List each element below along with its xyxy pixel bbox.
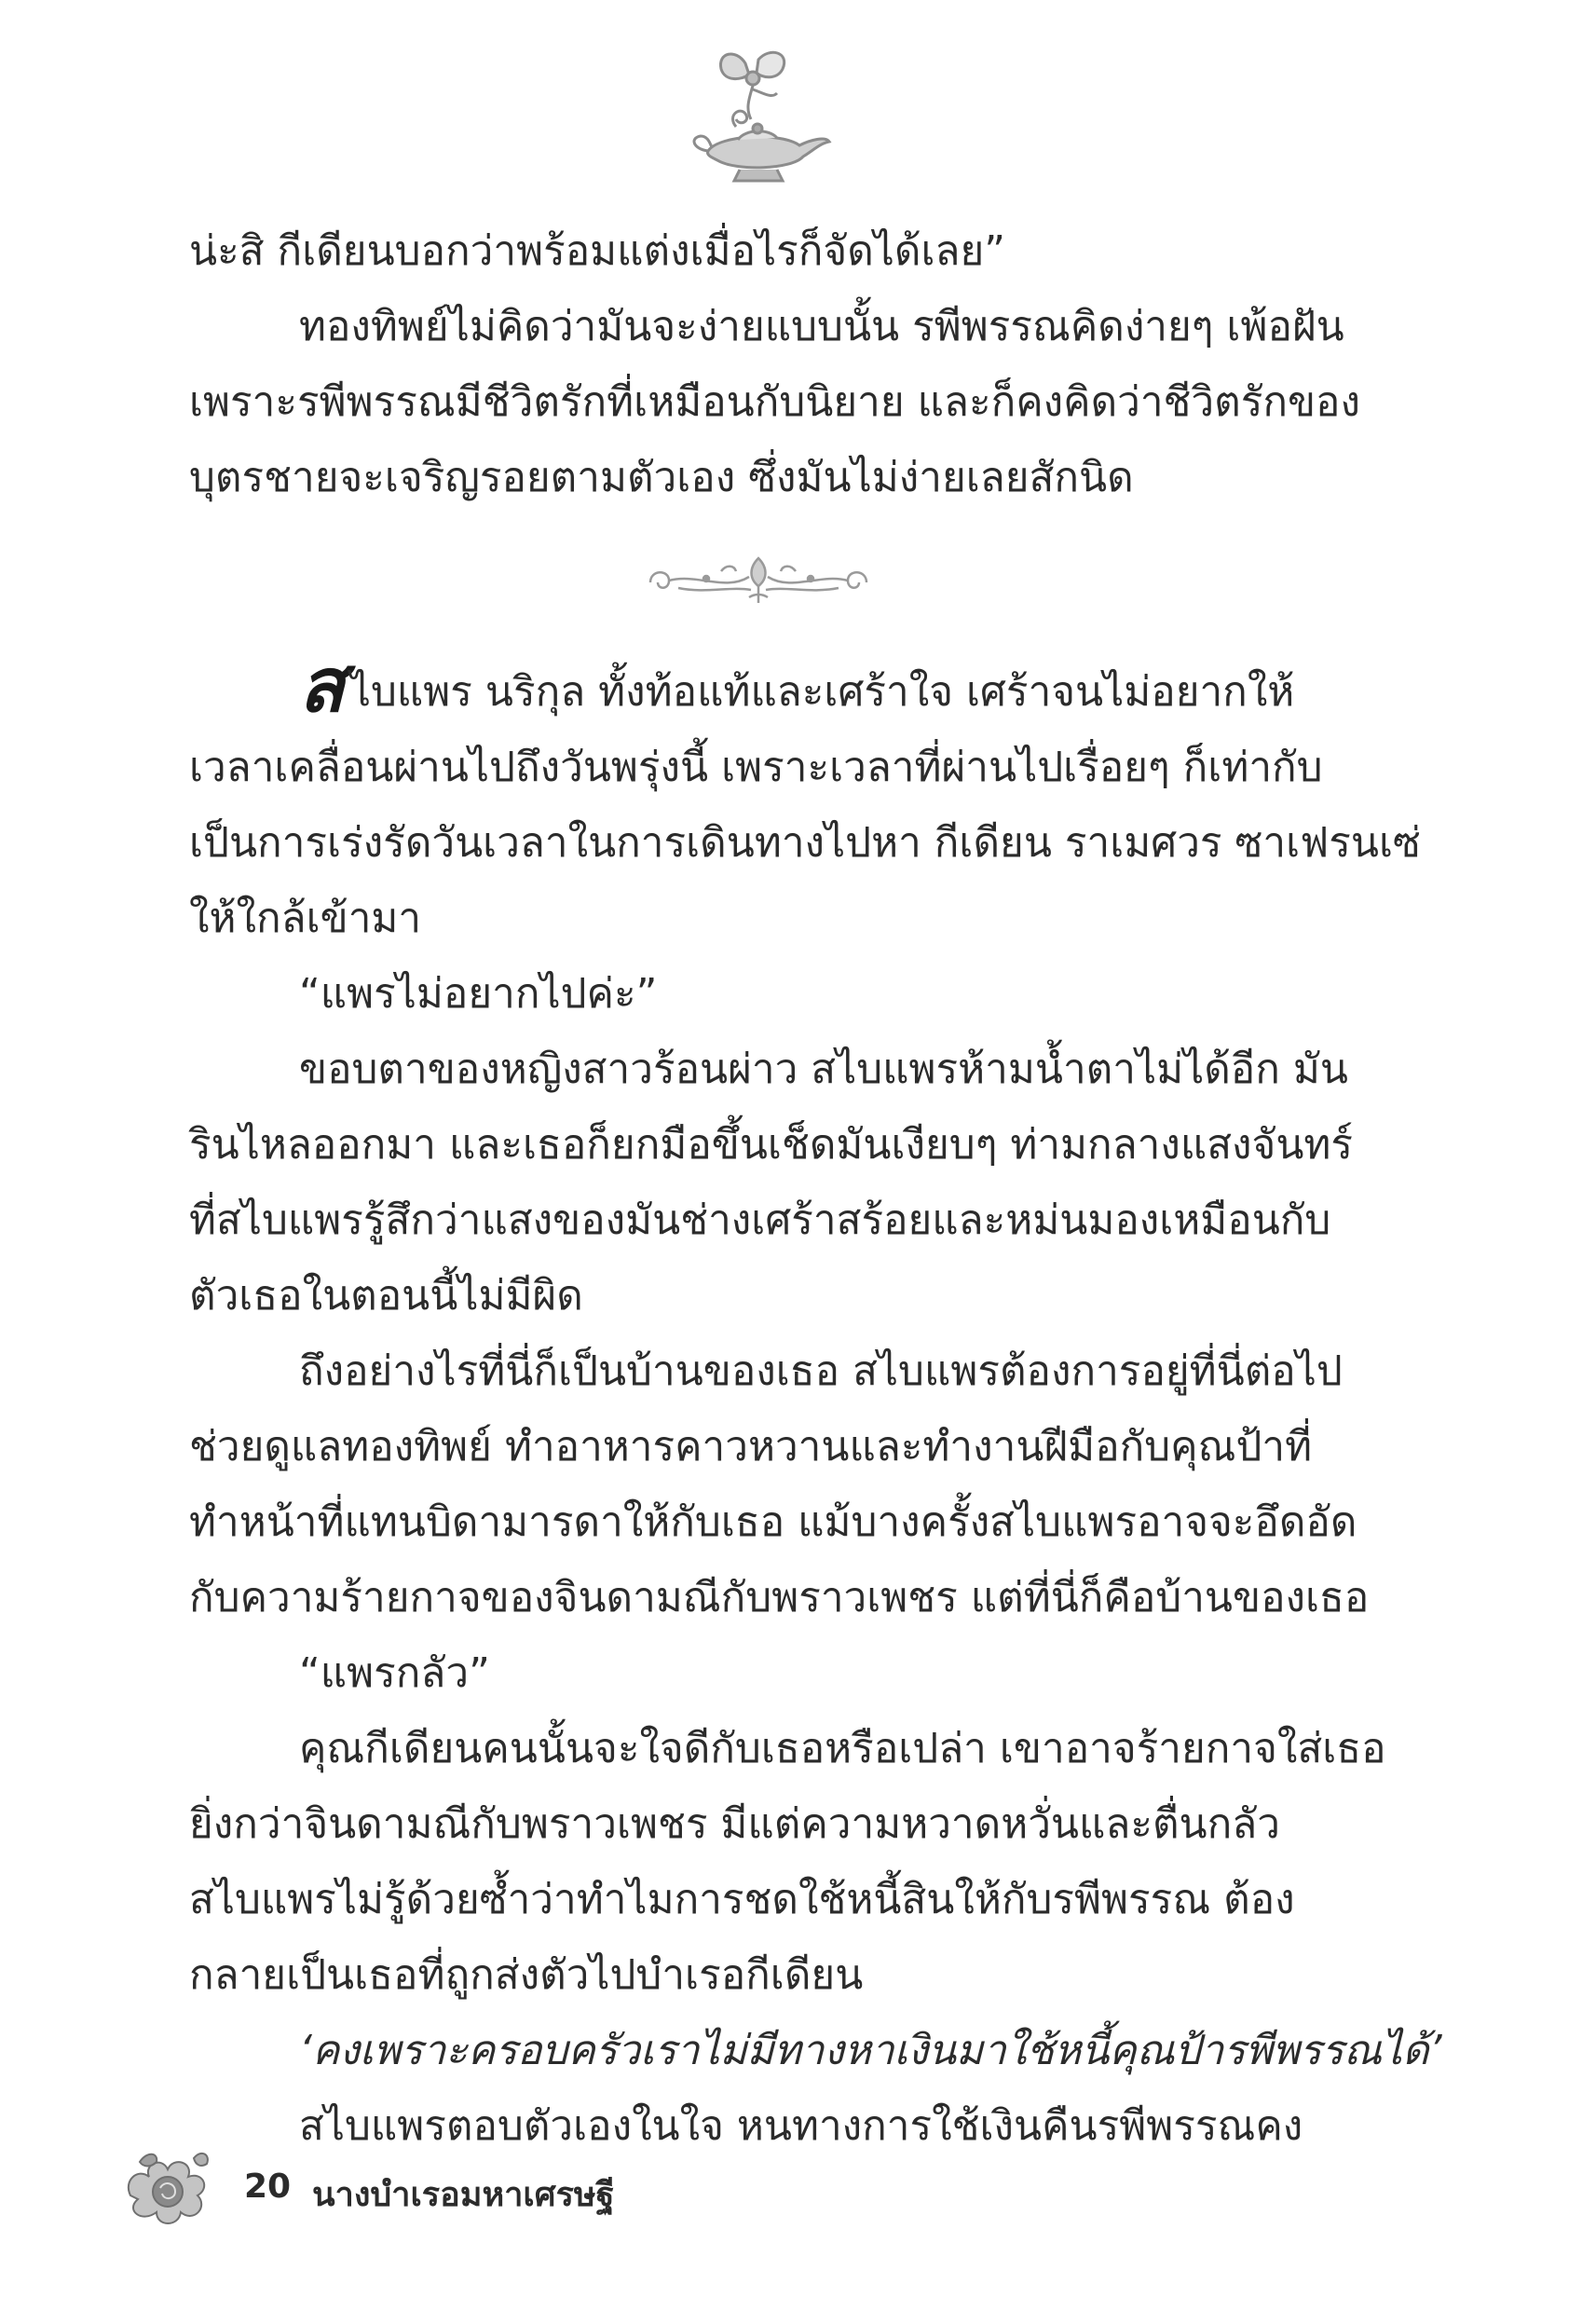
paragraph-line: บุตรชายจะเจริญรอยตามตัวเอง ซึ่งมันไม่ง่ายเลยสักนิด [189, 454, 1134, 501]
genie-lamp-icon [680, 47, 839, 186]
paragraph-line: ‘คงเพราะครอบครัวเราไม่มีทางหาเงินมาใช้หนี้คุณป้ารพีพรรณได้’ [299, 2027, 1442, 2074]
paragraph-line: ทำหน้าที่แทนบิดามารดาให้กับเธอ แม้บางครั้งสไบแพรอาจจะอึดอัด [189, 1498, 1357, 1546]
paragraph-line: ทองทิพย์ไม่คิดว่ามันจะง่ายแบบนั้น รพีพรรณคิดง่ายๆ เพ้อฝัน [299, 303, 1344, 350]
paragraph-line: ขอบตาของหญิงสาวร้อนผ่าว สไบแพรห้ามน้ำตาไม่ได้อีก มัน [299, 1046, 1348, 1093]
paragraph-line: กลายเป็นเธอที่ถูกส่งตัวไปบำเรอกีเดียน [189, 1951, 864, 1999]
paragraph-line: ถึงอย่างไรที่นี่ก็เป็นบ้านของเธอ สไบแพรต้องการอยู่ที่นี่ต่อไป [299, 1347, 1343, 1395]
paragraph-line: “แพรไม่อยากไปค่ะ” [299, 970, 658, 1018]
first-paragraph-line [189, 641, 1318, 730]
paragraph-line: ตัวเธอในตอนนี้ไม่มีผิด [189, 1272, 583, 1320]
rose-icon [121, 2140, 214, 2233]
page-number: 20 [244, 2167, 292, 2206]
paragraph-line: คุณกีเดียนคนนั้นจะใจดีกับเธอหรือเปล่า เขาอาจร้ายกาจใส่เธอ [299, 1725, 1386, 1772]
main-text-block [189, 641, 1442, 2164]
paragraph-line: สไบแพรตอบตัวเองในใจ หนทางการใช้เงินคืนรพีพรรณคง [299, 2102, 1303, 2150]
paragraph-line: “แพรกลัว” [299, 1649, 490, 1697]
page-footer [121, 2140, 960, 2233]
paragraph-line: เวลาเคลื่อนผ่านไปถึงวันพรุ่งนี้ เพราะเวลาที่ผ่านไปเรื่อยๆ ก็เท่ากับ [189, 744, 1323, 791]
paragraph-line: สไบแพรไม่รู้ด้วยซ้ำว่าทำไมการชดใช้หนี้สินให้กับรพีพรรณ ต้อง [189, 1876, 1295, 1923]
paragraph-line: กับความร้ายกาจของจินดามณีกับพราวเพชร แต่ที่นี่ก็คือบ้านของเธอ [189, 1574, 1370, 1621]
main-paragraphs [189, 730, 1442, 2164]
book-title: นางบำเรอมหาเศรษฐี [312, 2176, 615, 2214]
paragraph-line: ที่สไบแพรรู้สึกว่าแสงของมันช่างเศร้าสร้อยและหม่นมองเหมือนกับ [189, 1197, 1331, 1244]
drop-cap: ส [299, 641, 345, 729]
scroll-ornament-icon [641, 545, 876, 610]
paragraph-line: ช่วยดูแลทองทิพย์ ทำอาหารคาวหวานและทำงานฝีมือกับคุณป้าที่ [189, 1423, 1313, 1470]
paragraph-line: เพราะรพีพรรณมีชีวิตรักที่เหมือนกับนิยาย และก็คงคิดว่าชีวิตรักของ [189, 378, 1360, 426]
paragraph-line: น่ะสิ กีเดียนบอกว่าพร้อมแต่งเมื่อไรก็จัดได้เลย” [189, 227, 1006, 275]
paragraph-line: ให้ใกล้เข้ามา [189, 895, 422, 942]
top-text-block [189, 213, 1360, 515]
first-line-text: ไบแพร นริกุล ทั้งท้อแท้และเศร้าใจ เศร้าจนไม่อยากให้ [349, 668, 1295, 716]
paragraph-line: เป็นการเร่งรัดวันเวลาในการเดินทางไปหา กีเดียน ราเมศวร ซาเฟรนเซ่ [189, 819, 1421, 867]
paragraph-line: ยิ่งกว่าจินดามณีกับพราวเพชร มีแต่ความหวาดหวั่นและตื่นกลัว [189, 1800, 1280, 1848]
paragraph-line: รินไหลออกมา และเธอก็ยกมือขึ้นเช็ดมันเงียบๆ ท่ามกลางแสงจันทร์ [189, 1121, 1354, 1169]
